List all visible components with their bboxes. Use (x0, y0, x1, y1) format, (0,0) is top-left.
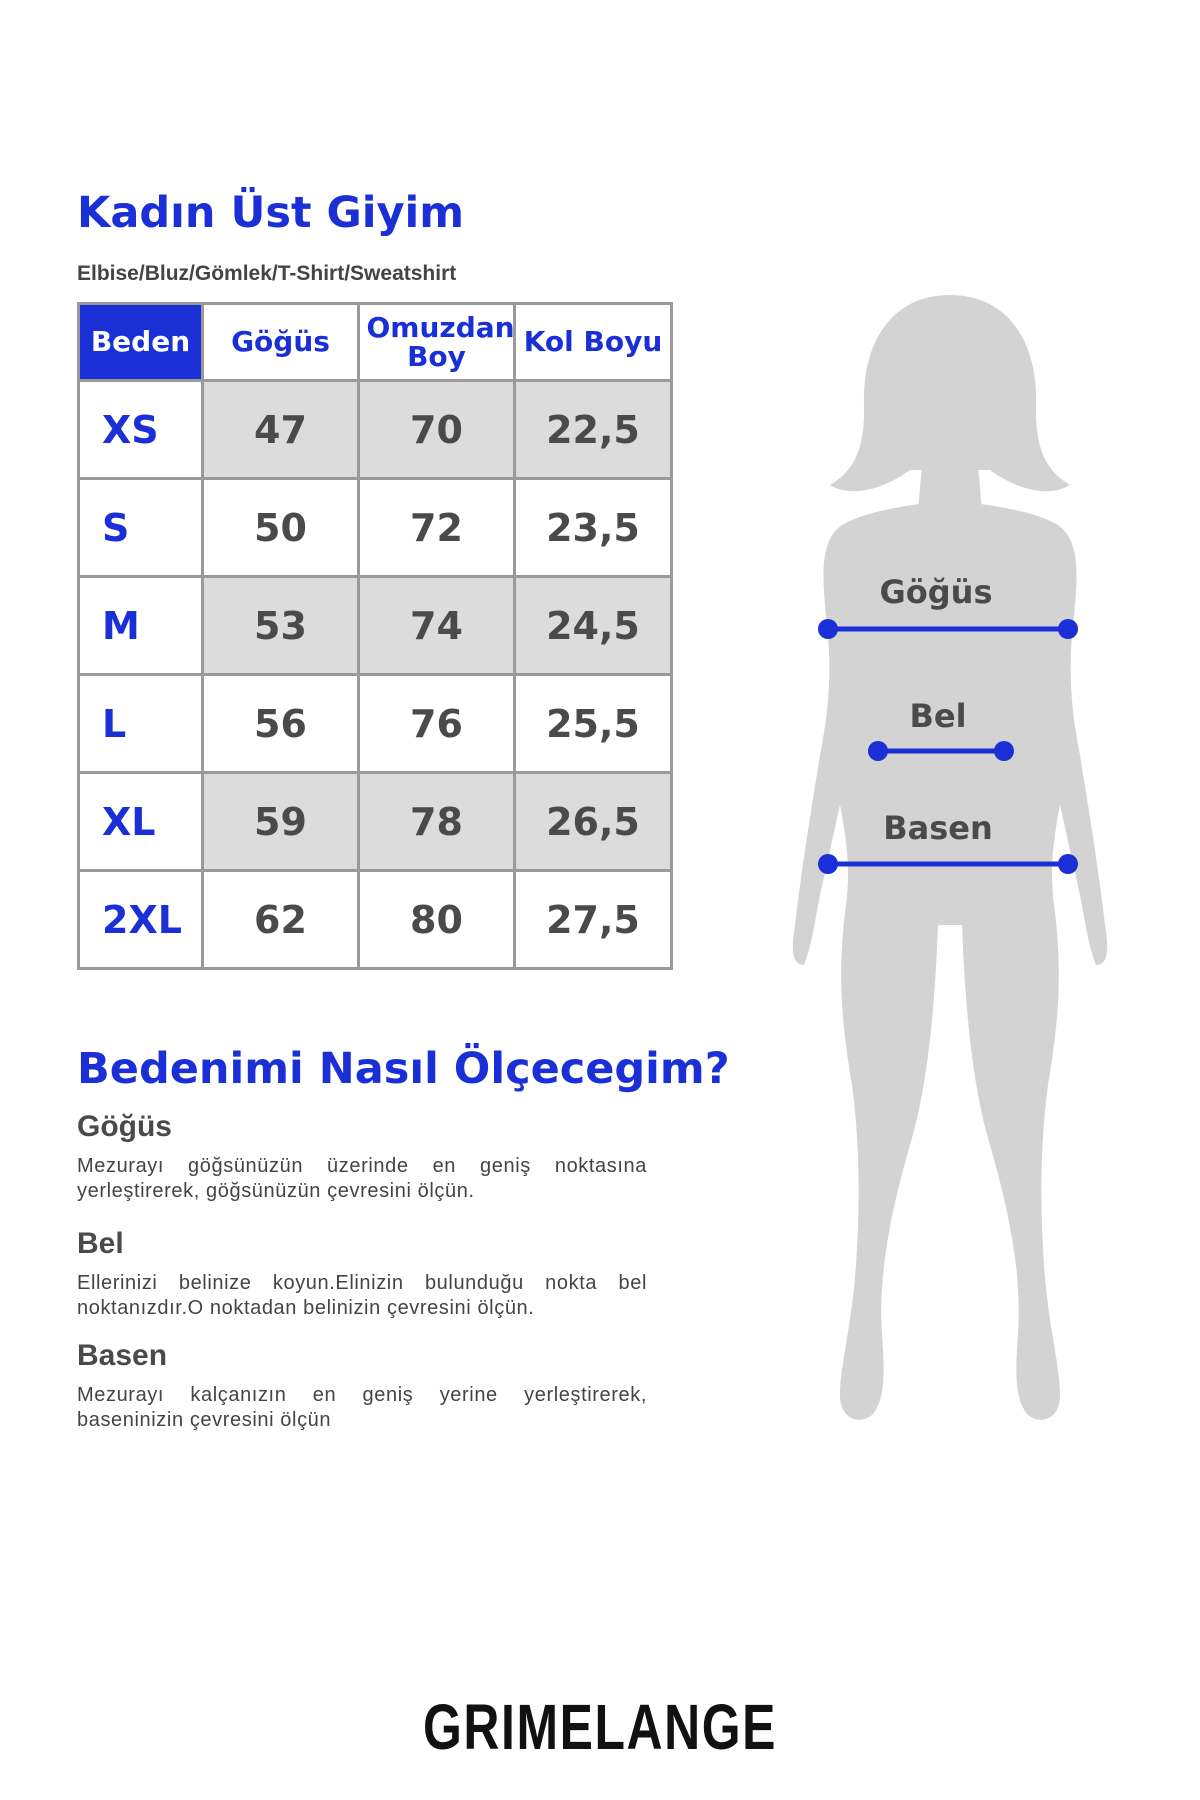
kol-value: 26,5 (515, 773, 672, 871)
hip-label: Basen (883, 809, 993, 847)
table-row (79, 479, 672, 577)
kol-value: 25,5 (515, 675, 672, 773)
header-omuzdan-boy-text: Omuzdan Boy (366, 310, 515, 373)
measure-section-gogus (77, 1112, 647, 1204)
section-heading: Bel (77, 1227, 124, 1260)
gogus-value: 50 (203, 479, 359, 577)
section-heading: Basen (77, 1339, 168, 1372)
boy-value: 76 (359, 675, 515, 773)
gogus-value: 53 (203, 577, 359, 675)
page-title: Kadın Üst Giyim (77, 188, 465, 238)
leg-gap (944, 925, 956, 1185)
gogus-value: 62 (203, 871, 359, 969)
table-row (79, 675, 672, 773)
kol-value: 27,5 (515, 871, 672, 969)
header-beden: Beden (79, 304, 203, 381)
woman-silhouette-icon (793, 295, 1107, 1420)
header-kol-boyu: Kol Boyu (515, 304, 672, 381)
size-label: 2XL (79, 871, 203, 969)
boy-value: 72 (359, 479, 515, 577)
brand-logo: GRIMELANGE (423, 1691, 777, 1763)
size-label: XS (79, 381, 203, 479)
gogus-value: 56 (203, 675, 359, 773)
gogus-value: 47 (203, 381, 359, 479)
how-to-measure-title: Bedenimi Nasıl Ölçecegim? (77, 1044, 730, 1094)
waist-label: Bel (909, 697, 967, 735)
section-text: Mezurayı göğsünüzün üzerinde en geniş noktasına yerleştirerek, göğsünüzün çevresini ölçün. (77, 1155, 647, 1202)
size-label: XL (79, 773, 203, 871)
size-table-header (79, 304, 672, 381)
table-row (79, 871, 672, 969)
boy-value: 80 (359, 871, 515, 969)
section-text: Ellerinizi belinize koyun.Elinizin bulunduğu nokta bel noktanızdır.O noktadan belinizin çevresini ölçün. (77, 1272, 647, 1319)
size-table (77, 302, 673, 970)
kol-value: 22,5 (515, 381, 672, 479)
chest-label: Göğüs (879, 573, 993, 611)
boy-value: 74 (359, 577, 515, 675)
header-omuzdan-boy (359, 304, 515, 381)
kol-value: 23,5 (515, 479, 672, 577)
boy-value: 78 (359, 773, 515, 871)
size-label: M (79, 577, 203, 675)
measure-section-bel (77, 1229, 647, 1321)
body-silhouette-figure (760, 285, 1140, 1485)
table-row (79, 773, 672, 871)
gogus-value: 59 (203, 773, 359, 871)
boy-value: 70 (359, 381, 515, 479)
table-row (79, 577, 672, 675)
section-heading: Göğüs (77, 1110, 172, 1143)
section-text: Mezurayı kalçanızın en geniş yerine yerleştirerek, baseninizin çevresini ölçün (77, 1384, 647, 1431)
measure-section-basen (77, 1341, 647, 1433)
size-label: L (79, 675, 203, 773)
header-gogus: Göğüs (203, 304, 359, 381)
size-label: S (79, 479, 203, 577)
product-categories: Elbise/Bluz/Gömlek/T-Shirt/Sweatshirt (77, 262, 457, 285)
table-row (79, 381, 672, 479)
kol-value: 24,5 (515, 577, 672, 675)
